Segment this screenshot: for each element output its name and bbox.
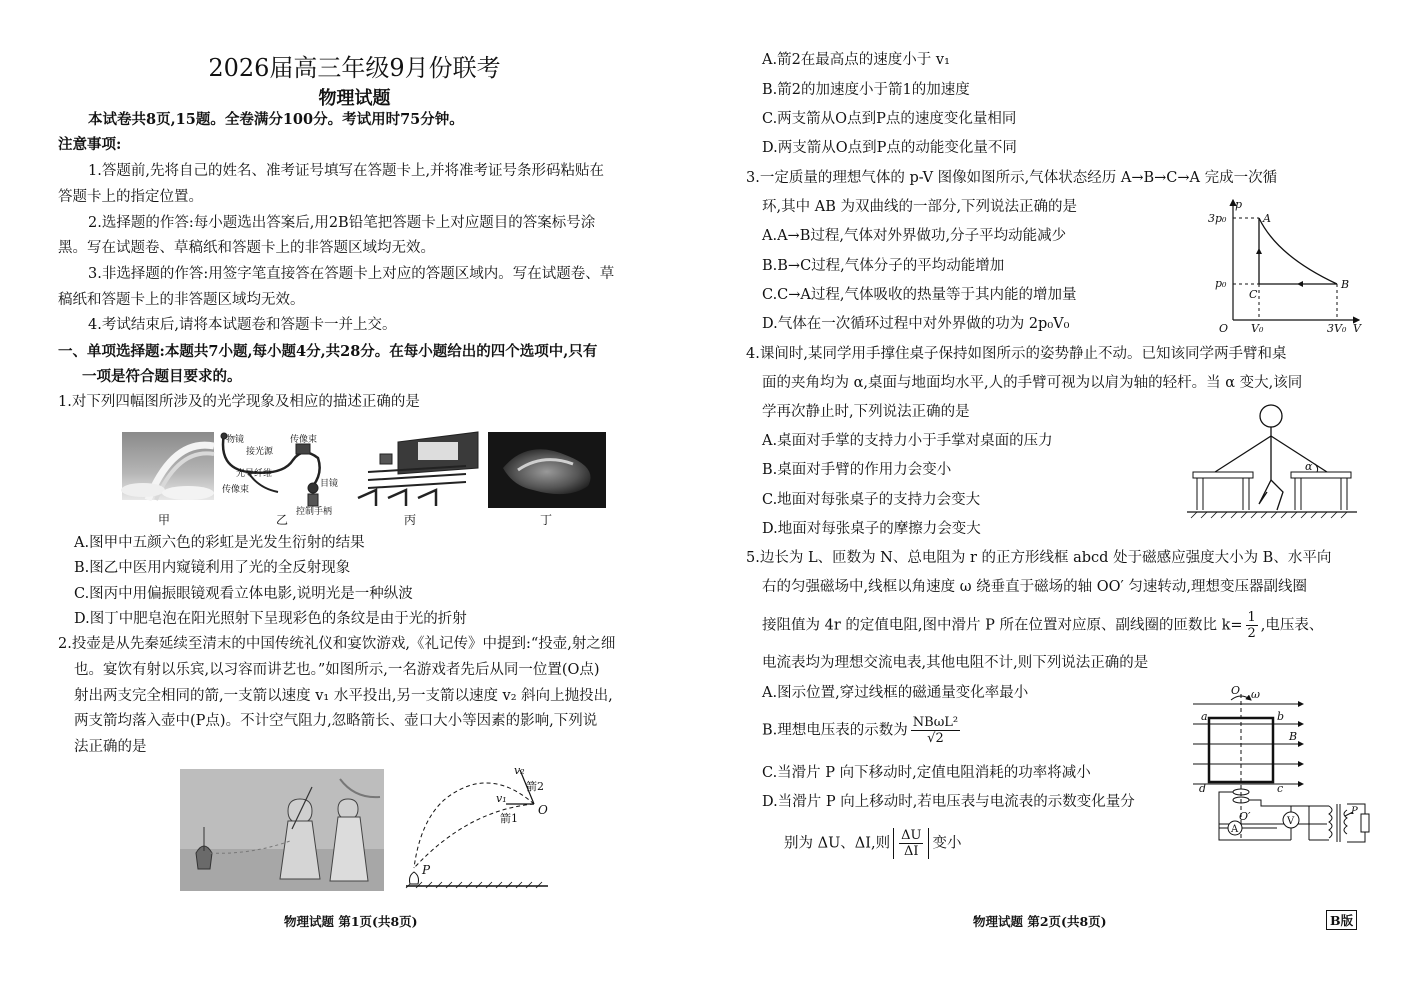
exam-title: 2026届高三年级9月份联考 — [208, 54, 501, 82]
pv-point-label: C — [1249, 288, 1258, 301]
question-2-line: 2.投壶是从先秦延续至清末的中国传统礼仪和宴饮游戏,《礼记传》中提到:“投壶,射之细 — [58, 636, 616, 652]
question-5-option-d: D.当滑片 P 向上移动时,若电压表与电流表的示数变化量分 — [762, 794, 1135, 810]
generator-transformer-circuit — [1179, 680, 1379, 862]
question-5-text: 接阻值为 4r 的定值电阻,图中滑片 P 所在位置对应原、副线圈的匝数比 k= — [762, 617, 1243, 634]
angle-alpha-label: α — [1305, 460, 1313, 473]
question-2-option-c: C.两支箭从O点到P点的速度变化量相同 — [762, 111, 1017, 127]
trajectory-label: O — [538, 803, 548, 817]
trajectory-label: v₂ — [514, 764, 525, 777]
pv-origin-label: O — [1219, 322, 1229, 335]
circuit-label: b — [1277, 710, 1285, 723]
question-3-option-a: A.A→B过程,气体对外界做功,分子平均动能减少 — [762, 228, 1067, 244]
fraction-denominator: √2 — [927, 731, 944, 746]
trajectory-label: P — [422, 863, 431, 877]
circuit-label: O — [1231, 684, 1241, 697]
question-5-text: B.理想电压表的示数为 — [762, 722, 908, 739]
trajectory-label: 箭1 — [500, 812, 518, 825]
page-1-footer: 物理试题 第1页(共8页) — [284, 914, 418, 929]
voltage-fraction — [911, 715, 960, 746]
question-5-line: 电流表均为理想交流电表,其他电阻不计,则下列说法正确的是 — [762, 655, 1149, 671]
ammeter-label: A — [1231, 824, 1239, 835]
circuit-label: c — [1277, 782, 1284, 795]
question-1-option-b: B.图乙中医用内窥镜利用了光的全反射现象 — [74, 560, 351, 576]
version-badge: B版 — [1326, 910, 1357, 930]
question-5-option-a: A.图示位置,穿过线框的磁通量变化率最小 — [762, 685, 1029, 701]
rainbow-photo — [121, 432, 214, 500]
page-2-footer: 物理试题 第2页(共8页) — [973, 914, 1107, 929]
pv-point-label: B — [1341, 278, 1350, 291]
question-2-line: 射出两支完全相同的箭,一支箭以速度 v₁ 水平投出,另一支箭以速度 v₂ 斜向上抛投出, — [74, 688, 613, 704]
exam-subtitle: 物理试题 — [318, 88, 391, 109]
question-1-figures — [118, 428, 610, 528]
notice-line: 黑。写在试题卷、草稿纸和答题卡上的非答题区域均无效。 — [58, 240, 435, 256]
circuit-label: d — [1199, 782, 1207, 795]
figure-label: 丁 — [540, 513, 553, 527]
figure-label: 甲 — [158, 513, 171, 527]
question-5-option-c: C.当滑片 P 向下移动时,定值电阻消耗的功率将减小 — [762, 765, 1091, 781]
question-3-option-c: C.C→A过程,气体吸收的热量等于其内能的增加量 — [762, 287, 1077, 303]
fraction-denominator: 2 — [1247, 626, 1256, 641]
turns-ratio-fraction — [1246, 610, 1258, 641]
section-heading: 一项是符合题目要求的。 — [82, 368, 242, 385]
question-5-text: ,电压表、 — [1260, 617, 1324, 634]
question-4-option-d: D.地面对每张桌子的摩擦力会变大 — [762, 521, 981, 537]
question-3-line: 环,其中 AB 为双曲线的一部分,下列说法正确的是 — [762, 199, 1078, 215]
pv-tick-label: V₀ — [1251, 322, 1264, 335]
question-2-line: 两支箭均落入壶中(P点)。不计空气阻力,忽略箭长、壶口大小等因素的影响,下列说 — [74, 713, 598, 729]
notice-title: 注意事项: — [58, 136, 122, 153]
touhu-illustration — [180, 769, 384, 891]
circuit-label: P — [1351, 806, 1358, 817]
3d-cinema-diagram — [358, 432, 478, 506]
question-1-option-d: D.图丁中肥皂泡在阳光照射下呈现彩色的条纹是由于光的折射 — [74, 611, 467, 627]
pv-graph — [1203, 196, 1363, 336]
figure-label: 丙 — [404, 513, 417, 527]
endoscope-label: 控制手柄 — [296, 507, 333, 517]
question-5-text: 变小 — [932, 835, 962, 852]
question-4-option-b: B.桌面对手臂的作用力会变小 — [762, 462, 952, 478]
question-4-option-c: C.地面对每张桌子的支持力会变大 — [762, 492, 981, 508]
endoscope-label: 物镜 — [226, 435, 245, 445]
circuit-label: ω — [1251, 688, 1260, 701]
trajectory-diagram — [398, 760, 550, 892]
figure-label: 乙 — [276, 513, 289, 527]
endoscope-label: 接光源 — [246, 447, 274, 457]
question-1-option-c: C.图丙中用偏振眼镜观看立体电影,说明光是一种纵波 — [74, 586, 413, 602]
pv-axis-label: p — [1235, 198, 1243, 211]
exam-intro: 本试卷共8页,15题。全卷满分100分。考试用时75分钟。 — [88, 111, 464, 128]
question-2-option-a: A.箭2在最高点的速度小于 v₁ — [762, 52, 950, 68]
endoscope-label: 传像束 — [222, 485, 250, 495]
endoscope-label: 目镜 — [320, 479, 339, 489]
question-3-option-b: B.B→C过程,气体分子的平均动能增加 — [762, 258, 1005, 274]
fraction-denominator: ΔI — [904, 844, 919, 859]
notice-line: 答题卡上的指定位置。 — [58, 189, 203, 205]
pv-tick-label: 3p₀ — [1208, 212, 1227, 225]
question-2-line: 也。宴饮有射以乐宾,以习容而讲艺也。”如图所示,一名游戏者先后从同一位置(O点) — [74, 662, 600, 678]
delta-fraction — [899, 828, 923, 859]
question-5-option-b — [762, 715, 963, 746]
section-heading: 一、单项选择题:本题共7小题,每小题4分,共28分。在每小题给出的四个选项中,只有 — [58, 343, 598, 360]
endoscope-label: 传像束 — [290, 435, 318, 445]
question-5-option-d-cont — [784, 828, 961, 859]
endoscope-label: 光导纤维 — [236, 469, 273, 479]
question-3-option-d: D.气体在一次循环过程中对外界做的功为 2p₀V₀ — [762, 316, 1070, 332]
question-4-line: 面的夹角均为 α,桌面与地面均水平,人的手臂可视为以肩为轴的轻杆。当 α 变大,该同 — [762, 375, 1303, 391]
question-1-stem: 1.对下列四幅图所涉及的光学现象及相应的描述正确的是 — [58, 394, 420, 410]
question-4-option-a: A.桌面对手掌的支持力小于手掌对桌面的压力 — [762, 433, 1053, 449]
trajectory-label: 箭2 — [526, 780, 544, 793]
question-5-line-3 — [762, 610, 1323, 641]
voltmeter-label: V — [1287, 816, 1295, 827]
question-4-line: 4.课间时,某同学用手撑住桌子保持如图所示的姿势静止不动。已知该同学两手臂和桌 — [746, 346, 1287, 362]
abs-value — [893, 828, 929, 859]
pv-point-label: A — [1263, 212, 1271, 225]
question-5-line: 5.边长为 L、匝数为 N、总电阻为 r 的正方形线框 abcd 处于磁感应强度大小为 B、水平向 — [746, 550, 1332, 566]
notice-line: 4.考试结束后,请将本试题卷和答题卡一并上交。 — [88, 317, 397, 333]
fraction-numerator: 1 — [1247, 610, 1256, 625]
question-5-text: 别为 ΔU、ΔI,则 — [784, 835, 891, 852]
soap-bubble-photo — [488, 432, 606, 508]
question-1-option-a: A.图甲中五颜六色的彩虹是光发生衍射的结果 — [74, 535, 365, 551]
pv-tick-label: 3V₀ — [1327, 322, 1347, 335]
fraction-numerator: NBωL² — [912, 715, 959, 730]
circuit-label: B — [1289, 730, 1298, 743]
circuit-label: O′ — [1239, 810, 1251, 823]
notice-line: 稿纸和答题卡上的非答题区域均无效。 — [58, 292, 305, 308]
question-3-line: 3.一定质量的理想气体的 p-V 图像如图所示,气体状态经历 A→B→C→A 完成一次循 — [746, 170, 1278, 186]
pv-axis-label: V — [1353, 322, 1361, 335]
trajectory-label: v₁ — [496, 792, 507, 805]
question-4-line: 学再次静止时,下列说法正确的是 — [762, 404, 970, 420]
question-2-option-b: B.箭2的加速度小于箭1的加速度 — [762, 82, 970, 98]
notice-line: 2.选择题的作答:每小题选出答案后,用2B铅笔把答题卡上对应题目的答案标号涂 — [88, 215, 596, 231]
question-5-line: 右的匀强磁场中,线框以角速度 ω 绕垂直于磁场的轴 OO′ 匀速转动,理想变压器副线圈 — [762, 579, 1308, 595]
fraction-numerator: ΔU — [901, 828, 922, 843]
desk-support-figure — [1187, 400, 1357, 522]
exam-page-2 — [709, 0, 1418, 983]
question-2-line: 法正确的是 — [74, 739, 147, 755]
notice-line: 1.答题前,先将自己的姓名、准考证号填写在答题卡上,并将准考证号条形码粘贴在 — [88, 163, 605, 179]
question-2-option-d: D.两支箭从O点到P点的动能变化量不同 — [762, 140, 1017, 156]
notice-line: 3.非选择题的作答:用签字笔直接答在答题卡上对应的答题区域内。写在试题卷、草 — [88, 266, 615, 282]
circuit-label: a — [1201, 710, 1208, 723]
pv-tick-label: p₀ — [1215, 277, 1227, 290]
